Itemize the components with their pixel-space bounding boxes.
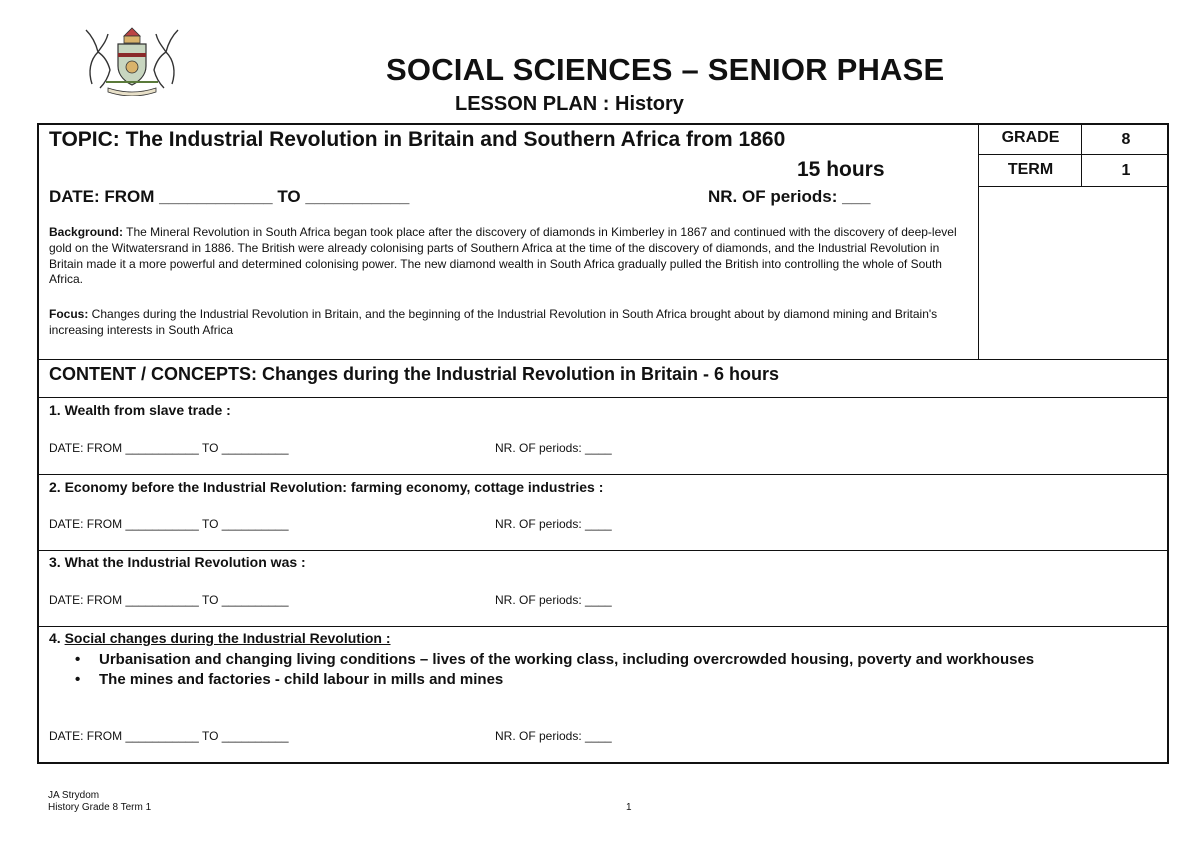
term-value: 1 <box>1121 162 1131 179</box>
grade-label: GRADE <box>1001 129 1060 146</box>
section-title-text: Social changes during the Industrial Revolution : <box>64 630 391 646</box>
footer-info <box>48 790 151 814</box>
bullet-item: • The mines and factories - child labour in mills and mines <box>65 670 1145 690</box>
term-label: TERM <box>1007 161 1054 178</box>
section-bullet-list <box>65 650 1145 690</box>
section-1-top-divider <box>39 397 1167 398</box>
content-heading: CONTENT / CONCEPTS: Changes during the Industrial Revolution in Britain - 6 hours <box>49 364 780 384</box>
footer-author: JA Strydom <box>48 790 100 801</box>
grade-column-divider <box>978 125 979 359</box>
section-periods-line: NR. OF periods: ____ <box>495 593 612 607</box>
section-3-top-divider <box>39 550 1167 551</box>
section-title: 2. Economy before the Industrial Revolution: farming economy, cottage industries : <box>49 479 604 495</box>
section-date-line: DATE: FROM ___________ TO __________ <box>49 441 289 455</box>
footer-document: History Grade 8 Term 1 <box>48 802 152 813</box>
topic-heading: TOPIC: The Industrial Revolution in Britain and Southern Africa from 1860 <box>49 128 786 151</box>
grade-value: 8 <box>1121 131 1131 148</box>
page-number: 1 <box>626 802 632 813</box>
background-text: The Mineral Revolution in South Africa began took place after the discovery of diamonds in Kimberley in 1867 and continued with the discovery of deep-level gold on the Witwatersrand in 1886. The British were already colonising parts of Southern Africa at the time of the discovery of diamonds, and the Industrial Revolution in Britain made it a more powerful and determined colonising power. The new diamond wealth in South Africa gradually pulled the British into controlling the whole of South Africa. <box>49 225 957 287</box>
grade-row-divider <box>978 154 1167 155</box>
section-title <box>49 630 391 646</box>
term-row-divider <box>978 186 1167 187</box>
section-periods-line: NR. OF periods: ____ <box>495 517 612 531</box>
grade-value-divider <box>1081 125 1082 187</box>
section-2-top-divider <box>39 474 1167 475</box>
background-paragraph <box>49 225 974 288</box>
section-date-line: DATE: FROM ___________ TO __________ <box>49 729 289 743</box>
focus-text: Changes during the Industrial Revolution in Britain, and the beginning of the Industrial Revolution in South Africa brought about by diamond mining and Britain's increasing interests in South Africa <box>49 307 938 337</box>
section-periods-line: NR. OF periods: ____ <box>495 729 612 743</box>
section-date-line: DATE: FROM ___________ TO __________ <box>49 517 289 531</box>
coat-of-arms-logo <box>78 22 186 96</box>
focus-paragraph <box>49 307 974 339</box>
background-label: Background: <box>49 225 124 239</box>
topic-hours: 15 hours <box>797 158 885 181</box>
lesson-plan-table <box>37 123 1169 764</box>
section-4-top-divider <box>39 626 1167 627</box>
content-top-divider <box>39 359 1167 360</box>
section-periods-line: NR. OF periods: ____ <box>495 441 612 455</box>
focus-label: Focus: <box>49 307 89 321</box>
section-title: 3. What the Industrial Revolution was : <box>49 554 306 570</box>
page-subtitle: LESSON PLAN : History <box>455 93 684 115</box>
section-title: 1. Wealth from slave trade : <box>49 402 231 418</box>
page-title: SOCIAL SCIENCES – SENIOR PHASE <box>386 52 945 87</box>
section-date-line: DATE: FROM ___________ TO __________ <box>49 593 289 607</box>
topic-periods-line: NR. OF periods: ___ <box>708 187 871 206</box>
bullet-item: • Urbanisation and changing living conditions – lives of the working class, including overcrowded housing, poverty and workhouses <box>65 650 1145 670</box>
section-number: 4. <box>49 630 61 646</box>
topic-date-line: DATE: FROM ____________ TO ___________ <box>49 187 410 206</box>
